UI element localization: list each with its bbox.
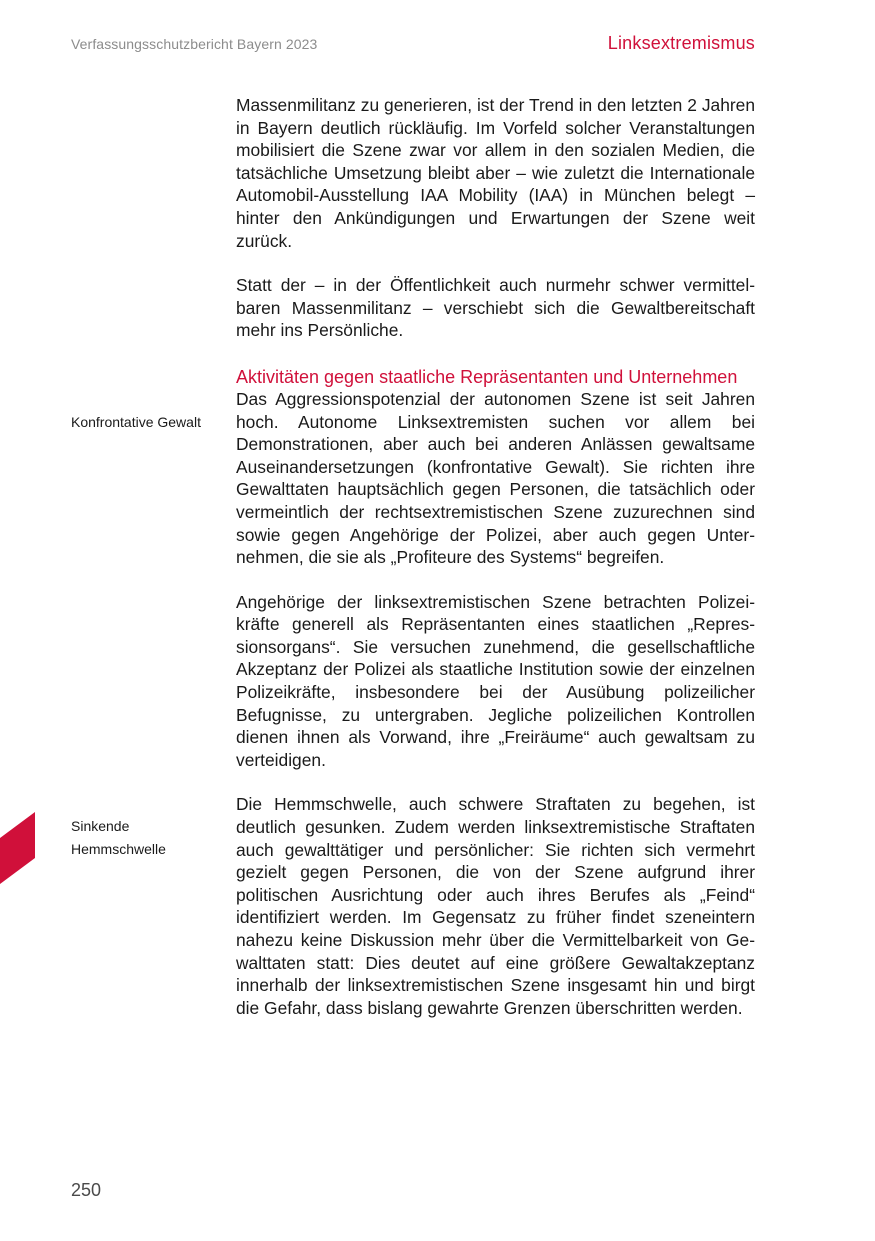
margin-note-konfrontative-gewalt — [71, 411, 201, 434]
paragraph: Die Hemmschwelle, auch schwere Straftaten zu begehen, ist deutlich gesunken. Zudem werden linksextremistische Straftaten auch gewalttätiger und persönlicher: Sie richten sich vermehrt gezielt gegen Personen, die von der Szene aufgrund ihrer politischen Ausrichtung oder auch ihres Berufes als „Feind“ identifiziert werden. Im Gegensatz zu früher findet szeneintern nahezu keine Diskussion mehr über die Vermittelbarkeit von Gewalttaten statt: Dies deutet auf eine größere Gewaltakzeptanz innerhalb der linksextremistischen Szene insgesamt hin und birgt die Gefahr, dass bislang gewahrte Grenzen überschritten werden. — [236, 794, 755, 1018]
paragraph: Angehörige der linksextremistischen Szene betrachten Polizeikräfte generell als Repräsentanten eines staatlichen „Repressionsorgans“. Sie versuchen zunehmend, die gesellschaftliche Akzeptanz der Polizei als staatliche Institution sowie der einzelnen Polizeikräfte, insbesondere bei der Ausübung polizeilicher Befugnisse, zu untergraben. Jegliche polizeilichen Kontrollen dienen ihnen als Vorwand, ihre „Freiräume“ auch gewaltsam zu verteidigen. — [236, 591, 755, 770]
section-heading: Aktivitäten gegen staatliche Repräsentanten und Unternehmen — [236, 366, 738, 387]
margin-note-line: Hemmschwelle — [71, 841, 166, 857]
page-number: 250 — [71, 1180, 102, 1200]
paragraph: Das Aggressionspotenzial der autonomen Szene ist seit Jahren hoch. Autonome Linksextremisten suchen vor allem bei Demonstrationen, aber auch bei anderen Anlässen gewaltsame Auseinandersetzungen (konfrontative Gewalt). Sie richten ihre Gewalttaten hauptsächlich gegen Personen, die tatsächlich oder vermeintlich der rechtsextremistischen Szene zuzurechnen sind sowie gegen Angehörige der Polizei, aber auch gegen Unternehmen, die sie als „Profiteure des Systems“ begreifen. — [236, 388, 755, 568]
document-title: Verfassungsschutzbericht Bayern 2023 — [71, 36, 318, 52]
section-title: Linksextremismus — [607, 33, 755, 53]
paragraph: Massenmilitanz zu generieren, ist der Trend in den letzten 2 Jahren in Bayern deutlich rückläufig. Im Vorfeld solcher Veranstaltungen mobilisiert die Szene zwar vor allem in den sozialen Medien, die tatsächliche Umsetzung bleibt aber – wie zuletzt die Internationale Automobil-Ausstellung IAA Mobility (IAA) in München belegt – hinter den Ankündigungen und Erwartungen der Szene weit zurück. — [236, 95, 755, 251]
paragraph: Statt der – in der Öffentlichkeit auch nurmehr schwer vermittelbaren Massenmilitanz – verschiebt sich die Gewaltbereitschaft mehr ins Persönliche. — [236, 275, 755, 341]
section-marker-tab — [0, 812, 35, 884]
body-text — [236, 94, 755, 1019]
margin-note-sinkende-hemmschwelle — [71, 815, 166, 861]
margin-note-label: Konfrontative Gewalt — [71, 414, 201, 430]
margin-note-line: Sinkende — [71, 818, 130, 834]
